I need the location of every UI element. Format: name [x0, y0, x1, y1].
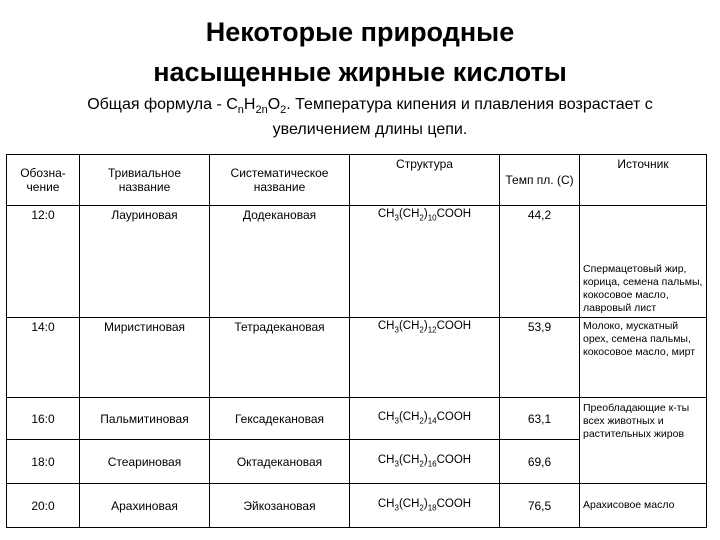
cell-source: Арахисовое масло: [580, 484, 707, 528]
header-structure: Структура: [350, 155, 500, 206]
header-designation: Обозна-чение: [7, 155, 80, 206]
formula-h: H: [243, 96, 256, 113]
cell-structure: $CH_3(CH_2)_{16}COOH$: [350, 440, 500, 484]
cell-trivial-name: Стеариновая: [80, 440, 210, 484]
cell-melting-point: 63,1: [500, 398, 580, 440]
title-line-1: Некоторые природные: [205, 17, 515, 47]
general-formula-text: [40, 95, 700, 140]
formula-suffix: . Температура кипения и плавления возрастает с увеличением длины цепи.: [272, 96, 653, 139]
formula-2: 2: [280, 104, 287, 117]
cell-melting-point: 69,6: [500, 440, 580, 484]
formula-n: n: [237, 104, 244, 117]
cell-melting-point: 53,9: [500, 318, 580, 398]
cell-trivial-name: Пальмитиновая: [80, 398, 210, 440]
table-header-row: [7, 155, 707, 206]
cell-structure: $CH_3(CH_2)_{10}COOH$: [350, 206, 500, 318]
cell-source: Преобладающие к-ты всех животных и растительных жиров: [580, 398, 707, 484]
table-row: [7, 398, 707, 440]
table-row: [7, 206, 707, 318]
cell-systematic-name: Эйкозановая: [210, 484, 350, 528]
cell-systematic-name: Гексадекановая: [210, 398, 350, 440]
header-trivial-name: Тривиальное название: [80, 155, 210, 206]
cell-designation: 20:0: [7, 484, 80, 528]
cell-source: Спермацетовый жир, корица, семена пальмы, кокосовое масло, лавровый лист: [580, 206, 707, 318]
formula-o: O: [267, 96, 281, 113]
cell-trivial-name: Лауриновая: [80, 206, 210, 318]
table-row: [7, 318, 707, 398]
cell-structure: $CH_3(CH_2)_{12}COOH$: [350, 318, 500, 398]
cell-designation: 14:0: [7, 318, 80, 398]
header-source: Источник: [580, 155, 707, 206]
formula-prefix: Общая формула - C: [87, 96, 238, 113]
cell-trivial-name: Арахиновая: [80, 484, 210, 528]
title-line-2: насыщенные жирные кислоты: [153, 57, 567, 87]
header-melting-point: Темп пл. (С): [500, 155, 580, 206]
cell-designation: 18:0: [7, 440, 80, 484]
fatty-acids-table: [6, 154, 707, 528]
cell-source: Молоко, мускатный орех, семена пальмы, кокосовое масло, мирт: [580, 318, 707, 398]
header-systematic-name: Систематическое название: [210, 155, 350, 206]
cell-structure: $CH_3(CH_2)_{18}COOH$: [350, 484, 500, 528]
cell-systematic-name: Октадекановая: [210, 440, 350, 484]
table-row: [7, 484, 707, 528]
cell-melting-point: 44,2: [500, 206, 580, 318]
cell-designation: 16:0: [7, 398, 80, 440]
cell-melting-point: 76,5: [500, 484, 580, 528]
cell-structure: $CH_3(CH_2)_{14}COOH$: [350, 398, 500, 440]
cell-trivial-name: Миристиновая: [80, 318, 210, 398]
cell-designation: 12:0: [7, 206, 80, 318]
formula-2n: 2n: [255, 104, 268, 117]
slide-title: [0, 12, 720, 92]
cell-systematic-name: Тетрадекановая: [210, 318, 350, 398]
cell-systematic-name: Додекановая: [210, 206, 350, 318]
